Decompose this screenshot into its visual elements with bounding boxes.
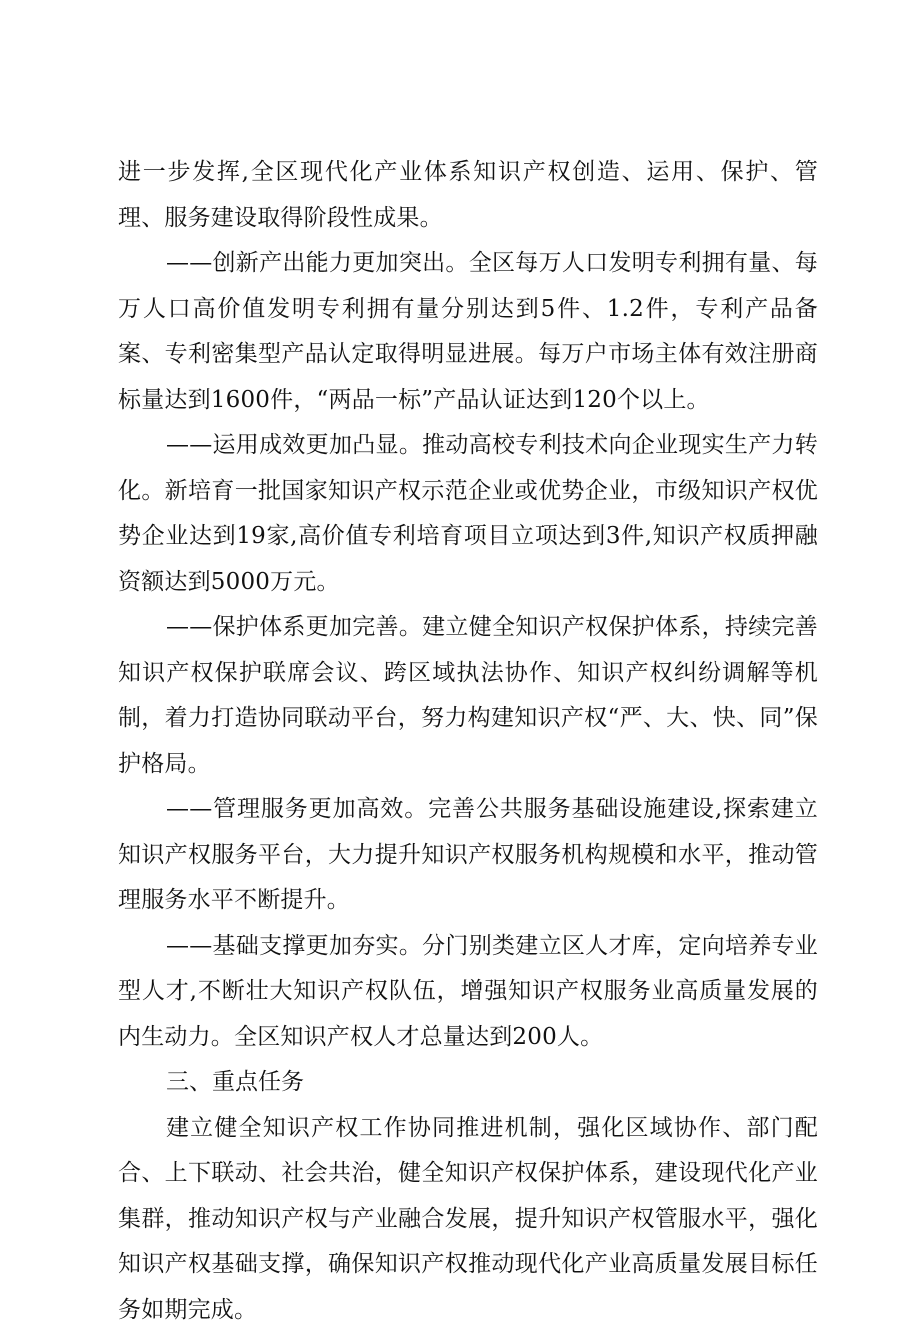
paragraph-management-service: ——管理服务更加高效。完善公共服务基础设施建设,探索建立知识产权服务平台，大力提升知识产权服务机构规模和水平，推动管理服务水平不断提升。: [118, 787, 818, 924]
paragraph-protection-system: ——保护体系更加完善。建立健全知识产权保护体系，持续完善知识产权保护联席会议、跨区域执法协作、知识产权纠纷调解等机制，着力打造协同联动平台，努力构建知识产权“严、大、快、同”保护格局。: [118, 605, 818, 787]
document-body: [118, 150, 818, 1333]
paragraph-innovation-output: ——创新产出能力更加突出。全区每万人口发明专利拥有量、每万人口高价值发明专利拥有量分别达到5件、1.2件，专利产品备案、专利密集型产品认定取得明显进展。每万户市场主体有效注册商标量达到1600件，“两品一标”产品认证达到120个以上。: [118, 241, 818, 423]
paragraph-application-effect: ——运用成效更加凸显。推动高校专利技术向企业现实生产力转化。新培育一批国家知识产权示范企业或优势企业，市级知识产权优势企业达到19家,高价值专利培育项目立项达到3件,知识产权质押融资额达到5000万元。: [118, 423, 818, 605]
paragraph-key-tasks: 建立健全知识产权工作协同推进机制，强化区域协作、部门配合、上下联动、社会共治，健全知识产权保护体系，建设现代化产业集群，推动知识产权与产业融合发展，提升知识产权管服水平，强化知识产权基础支撑，确保知识产权推动现代化产业高质量发展目标任务如期完成。: [118, 1106, 818, 1333]
paragraph-continuation: 进一步发挥,全区现代化产业体系知识产权创造、运用、保护、管理、服务建设取得阶段性成果。: [118, 150, 818, 241]
section-heading: 三、重点任务: [118, 1060, 818, 1106]
paragraph-basic-support: ——基础支撑更加夯实。分门别类建立区人才库，定向培养专业型人才,不断壮大知识产权队伍，增强知识产权服务业高质量发展的内生动力。全区知识产权人才总量达到200人。: [118, 924, 818, 1061]
